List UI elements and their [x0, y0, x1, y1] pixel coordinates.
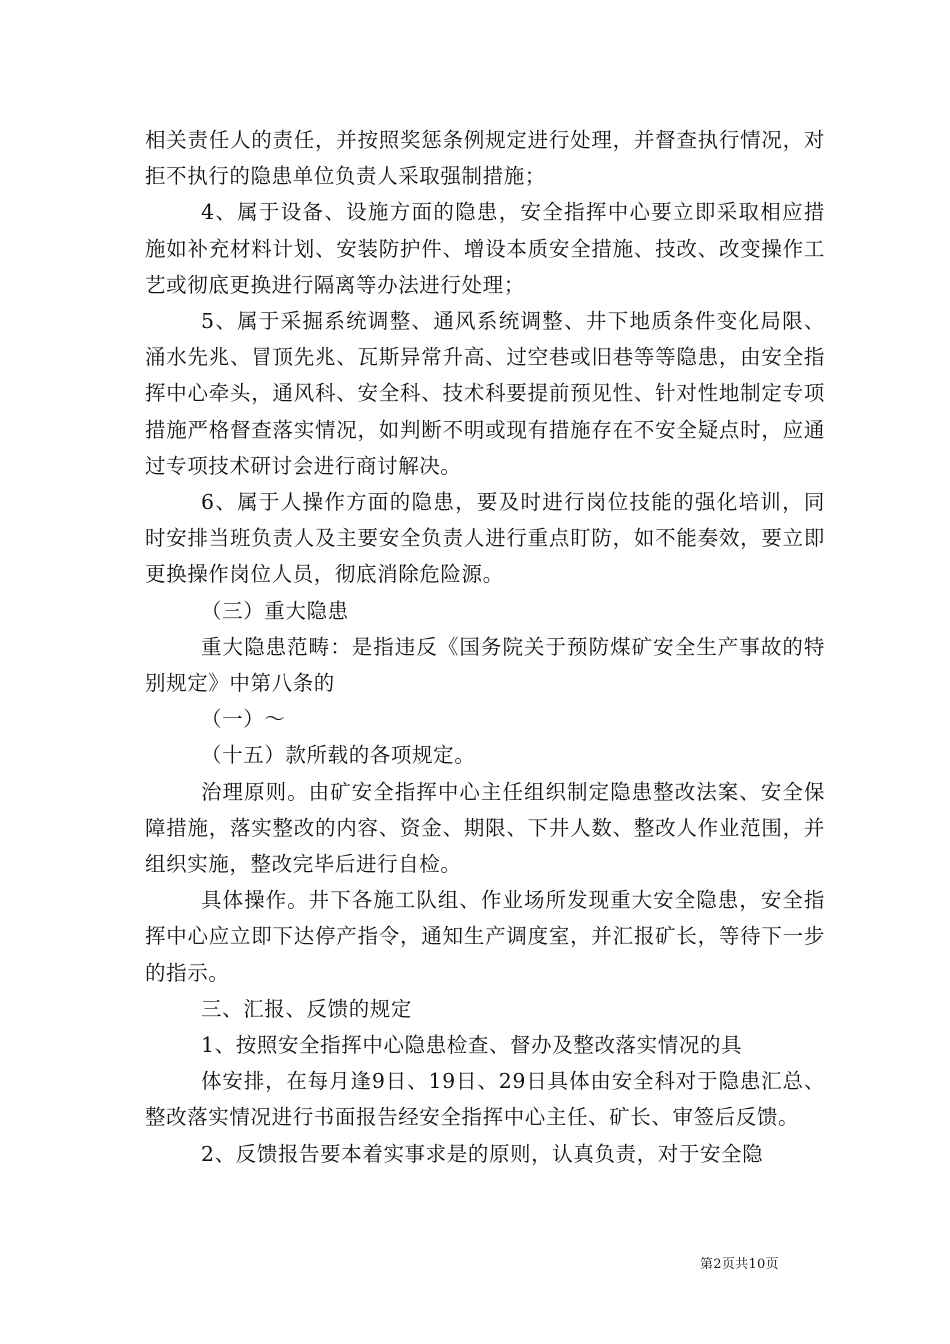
paragraph-major-hazard-scope: 重大隐患范畴：是指违反《国务院关于预防煤矿安全生产事故的特别规定》中第八条的 [145, 634, 825, 696]
document-body [145, 122, 825, 1172]
paragraph-item-one: （一）～ [201, 707, 286, 732]
paragraph-mining-system-hazard: 5、属于采掘系统调整、通风系统调整、井下地质条件变化局限、涌水先兆、冒顶先兆、瓦斯异常升高、过空巷或旧巷等等隐患，由安全指挥中心牵头，通风科、安全科、技术科要提前预见性、针对性地制定专项措施严格督查落实情况，如判断不明或现有措施存在不安全疑点时，应通过专项技术研讨会进行商讨解决。 [145, 309, 825, 478]
paragraph-responsibility: 相关责任人的责任，并按照奖惩条例规定进行处理，并督查执行情况，对拒不执行的隐患单位负责人采取强制措施； [145, 128, 825, 189]
paragraph-operation-hazard: 6、属于人操作方面的隐患，要及时进行岗位技能的强化培训，同时安排当班负责人及主要安全负责人进行重点盯防，如不能奏效，要立即更换操作岗位人员，彻底消除危险源。 [145, 490, 825, 587]
paragraph-report-rule-1: 1、按照安全指挥中心隐患检查、督办及整改落实情况的具 [201, 1033, 743, 1058]
paragraph-report-rule-2: 2、反馈报告要本着实事求是的原则，认真负责，对于安全隐 [201, 1141, 764, 1166]
paragraph-item-fifteen: （十五）款所载的各项规定。 [201, 743, 476, 768]
section-heading-report-feedback: 三、汇报、反馈的规定 [201, 996, 412, 1021]
paragraph-equipment-hazard: 4、属于设备、设施方面的隐患，安全指挥中心要立即采取相应措施如补充材料计划、安装防护件、增设本质安全措施、技改、改变操作工艺或彻底更换进行隔离等办法进行处理； [145, 200, 825, 297]
paragraph-governance-principle: 治理原则。由矿安全指挥中心主任组织制定隐患整改法案、安全保障措施，落实整改的内容、资金、期限、下井人数、整改人作业范围，并组织实施，整改完毕后进行自检。 [145, 779, 825, 877]
page-number-footer: 第2页共10页 [700, 1257, 779, 1272]
paragraph-specific-operation: 具体操作。井下各施工队组、作业场所发现重大安全隐患，安全指挥中心应立即下达停产指令，通知生产调度室，并汇报矿长，等待下一步的指示。 [145, 888, 825, 985]
section-heading-major-hazard: （三）重大隐患 [201, 598, 349, 623]
paragraph-report-rule-1-continued: 体安排，在每月逢9日、19日、29日具体由安全科对于隐患汇总、整改落实情况进行书面报告经安全指挥中心主任、矿长、审签后反馈。 [145, 1069, 825, 1130]
